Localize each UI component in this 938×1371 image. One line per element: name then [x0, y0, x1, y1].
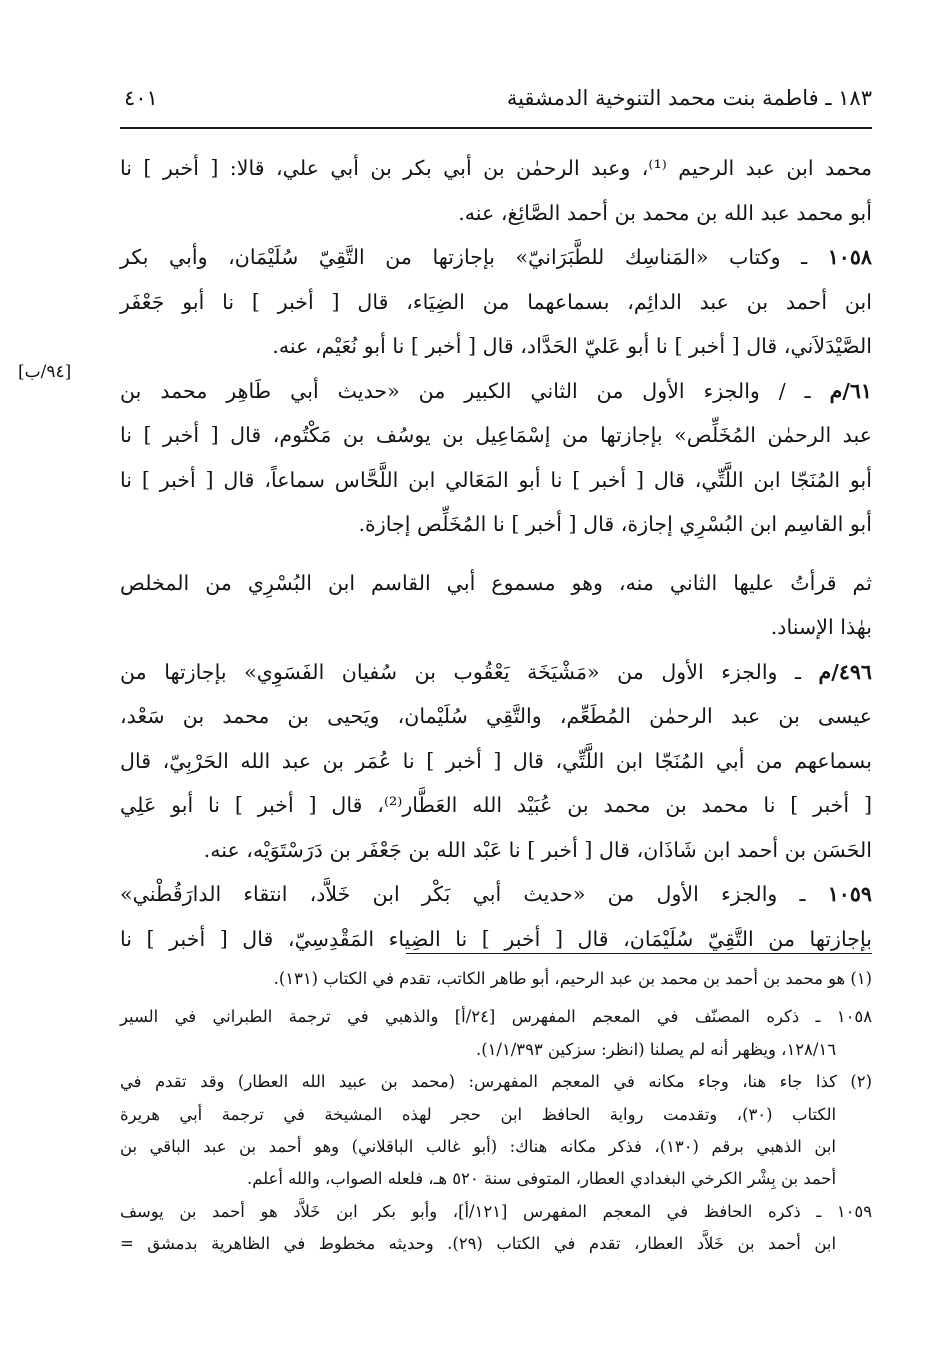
text-line [120, 324, 872, 369]
line-text: الصَّيْدَلاَني، قال [ أخبر ] نا أبو عَليّ الحَدَّاد، قال [ أخبر ] نا أبو نُعَيْم، عنه. [272, 334, 872, 358]
footnote-line: ابن أحمد بن خَلاَّد العطار، تقدم في الكتاب (٢٩). وحديثه مخطوط في الظاهرية بدمشق = [120, 1234, 837, 1254]
text-line [120, 872, 872, 917]
line-text: ـ والجزء الأول من «حديث أبي بَكْر ابن خَلاَّد، انتقاء الدارَقُطْني» [120, 882, 828, 906]
footnotes [120, 963, 872, 1261]
footnote-line: (١) هو محمد بن أحمد بن محمد بن عبد الرحيم، أبو طاهر الكاتب، تقدم في الكتاب (١٣١). [273, 969, 872, 988]
entry-number: ١٠٥٩ [827, 882, 872, 906]
line-text: ثم قرأتُ عليها الثاني منه، وهو مسموع أبي القاسم ابن البُسْرِي من المخلص [120, 570, 872, 595]
footnote-line: (٢) كذا جاء هنا، وجاء مكانه في المعجم المفهرس: (محمد بن عبيد الله العطار) وقد تقدم في [120, 1072, 872, 1092]
header-rule [120, 127, 872, 129]
text-line [120, 413, 872, 458]
line-text: الحَسَن بن أحمد ابن شَاذَان، قال [ أخبر ] نا عَبْد الله بن جَعْفَر بن دَرَسْتَوَيْه، عنه. [203, 837, 872, 862]
line-text: بسماعهم من أبي المُنَجّا ابن اللَّتِّي، قال [ أخبر ] نا عُمَر بن عبد الله الحَرْبِيّ، قال [120, 748, 872, 773]
text-line [120, 191, 872, 236]
line-text: ـ وكتاب «المَناسِك للطَّبَرَانيّ» بإجازتها من التَّقِيّ سُلَيْمَان، وأبي بكر [120, 245, 828, 269]
text-line [120, 502, 872, 547]
text-line [120, 458, 872, 503]
text-line [120, 369, 872, 414]
line-text: ابن أحمد بن عبد الدائِم، بسماعهما من الضِيَاء، قال [ أخبر ] نا أبو جَعْفَر [120, 289, 872, 314]
running-header [120, 78, 872, 126]
text-line [120, 917, 872, 962]
main-text [120, 146, 872, 961]
page-number: ٤٠١ [124, 86, 158, 110]
line-text: ـ والجزء الأول من «مَشْيَخَة يَعْقُوب بن سُفيان الفَسَوِي» بإجازتها من [120, 659, 819, 684]
text-line [120, 280, 872, 325]
text-line [120, 739, 872, 784]
line-text: أبو القاسِم ابن البُسْرِي إجازة، قال [ أخبر ] نا المُخَلِّص إجازة. [358, 512, 872, 536]
text-line [120, 561, 872, 606]
line-text: أبو محمد عبد الله بن محمد بن أحمد الصَّائِغ، عنه. [458, 200, 872, 225]
text-line [120, 146, 872, 191]
paragraph-gap [120, 547, 872, 561]
margin-folio-note: [٩٤/ب] [18, 362, 72, 382]
text-line [120, 235, 872, 280]
footnote-line: الكتاب (٣٠)، وتقدمت رواية الحافظ ابن حجر لهذه المشيخة في ترجمة أبي هريرة [120, 1104, 836, 1124]
footnote-line: ١٠٥٨ ـ ذكره المصنّف في المعجم المفهرس [٢٤/أ] والذهبي في ترجمة الطبراني في السير [120, 1007, 872, 1027]
footnote-rule [406, 953, 872, 954]
line-text: بإجازتها من التَّقِيّ سُلَيْمَان، قال [ أخبر ] نا الضِياء المَقْدِسِيّ، قال [ أخبر ] نا [120, 926, 872, 951]
line-text: بهٰذا الإسناد. [770, 615, 872, 639]
header-title: ١٨٣ ـ فاطمة بنت محمد التنوخية الدمشقية [506, 86, 872, 110]
line-text: [ أخبر ] نا محمد بن محمد بن عُبَيْد الله العَطَّار⁽²⁾، قال [ أخبر ] نا أبو عَلِي [120, 793, 872, 817]
line-text: عيسى بن عبد الرحمٰن المُطَعِّم، والتَّقِي سُلَيْمان، ويَحيى بن محمد بن سَعْد، [120, 704, 872, 728]
entry-number: ٦١/م [829, 378, 872, 403]
line-text: محمد ابن عبد الرحيم ⁽¹⁾، وعبد الرحمٰن بن أبي بكر بن أبي علي، قالا: [ أخبر ] نا [120, 156, 873, 180]
text-line [120, 694, 872, 739]
text-line [120, 605, 872, 650]
text-line [120, 783, 872, 828]
footnote-line: ١٠٥٩ ـ ذكره الحافظ في المعجم المفهرس [١٢١/أ]، وأبو بكر ابن خَلاَّد هو أحمد بن يوسف [120, 1201, 872, 1221]
line-text: أبو المُنَجّا ابن اللَّتِّي، قال [ أخبر ] نا أبو المَعَالي ابن اللَّحَّاس سماعاً، قال [ أخبر ] نا [120, 467, 872, 492]
text-line [120, 650, 872, 695]
footnote-line: ١٢٨/١٦، ويظهر أنه لم يصلنا (انظر: سزكين ١/١/٣٩٣). [476, 1039, 836, 1059]
footnote-line: أحمد بن بِشْر الكرخي البغدادي العطار، المتوفى سنة ٥٢٠ هـ، فلعله الصواب، والله أعلم. [247, 1169, 836, 1189]
footnote-line: ابن الذهبي برقم (١٣٠)، فذكر مكانه هناك: (أبو غالب الباقلاني) وهو أحمد بن عبد الباقي بن [120, 1136, 836, 1156]
text-line [120, 828, 872, 873]
line-text: عبد الرحمٰن المُخَلِّص» بإجازتها من إسْمَاعِيل بن يوسُف بن مَكْتُوم، قال [ أخبر ] نا [120, 423, 872, 447]
entry-number: ١٠٥٨ [827, 245, 872, 269]
entry-number: ٤٩٦/م [818, 659, 872, 684]
line-text: ـ / والجزء الأول من الثاني الكبير من «حديث أبي طَاهِر محمد بن [120, 378, 830, 403]
